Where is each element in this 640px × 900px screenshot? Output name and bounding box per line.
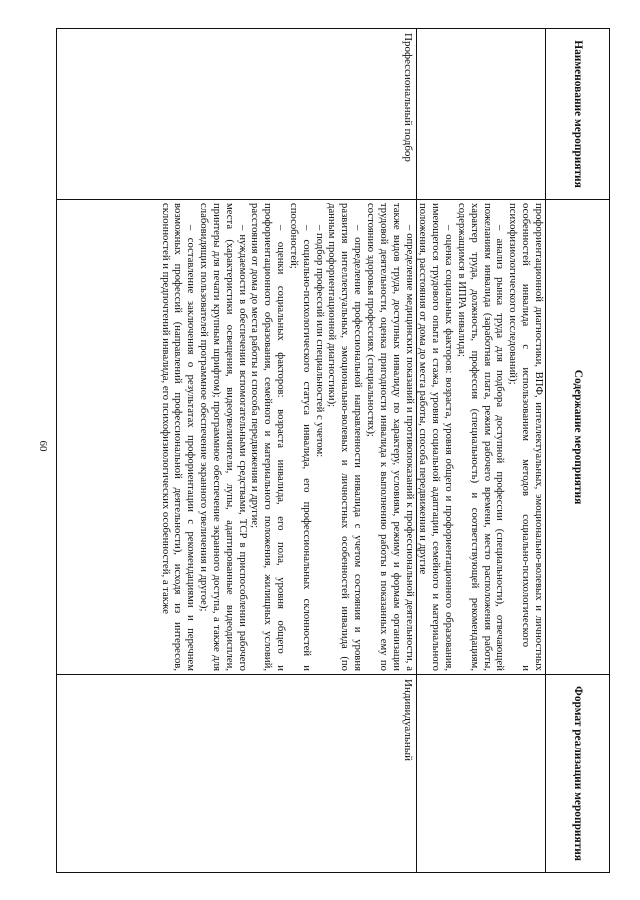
- measures-table: [56, 28, 610, 873]
- paragraph: – составление заключения о результатах профориентации с рекомендациями и перечнем возможных профессий (направлений профессиональной деятельности), исходя из интересов, склонностей и предпочтений инвалида, его психофизиологических особенностей, а также: [159, 203, 198, 671]
- header-content: Содержание мероприятия: [546, 200, 610, 675]
- paragraph: – определение профессиональной направленности инвалида с учетом состояния и уровня развития интеллектуальных, эмоционально-волевых и личностных особенностей инвалида (по данным профориентационной диагностики);: [326, 203, 365, 671]
- row-format-cell: Индивидуальный: [57, 675, 417, 873]
- row-content-cell: [57, 200, 417, 675]
- paragraph: – оценки социальных факторов: возраста инвалида, его пола, уровня общего и профориентационного образования, семейного и материального положения, жилищных условий, расстояния от дома до места работы и способа передвижения и другие;: [249, 203, 288, 671]
- paragraph: профориентационной диагностики, ВПФ, интеллектуальных, эмоционально-волевых и личностных особенностей инвалида с использованием методов социально-психологического и психофизиологического исследований);: [507, 203, 545, 671]
- paragraph: – анализ рынка труда для подбора доступной профессии (специальности), отвечающей пожеланиям инвалида (заработная плата, режим рабочего времени, место расположения работы, характер труда, должность, профессия (специальность) и соответствующей рекомендациям, содержащимся в ИПРА инвалида;: [455, 203, 507, 671]
- paragraph: – определение медицинских показаний и противопоказаний к профессиональной деятельности, а также видов труда, доступных инвалиду по характеру, условиям, режиму и формам организации трудовой деятельности, оценка пригодности инвалида к выполнению работы в показанных ему по состоянию здоровья профессиях (специальностях);: [365, 203, 416, 671]
- table-header-row: [546, 29, 610, 873]
- row-format-cell: [416, 675, 545, 873]
- paragraph: – оценка социальных факторов: возраста, уровня общего и профориентационного образования, имеющегося трудового опыта и стажа, уровня социальной адаптации, семейного и материального положения, расстояния от дома до места работы, способа передвижения и другие: [417, 203, 456, 671]
- table-row: [416, 29, 545, 873]
- paragraph: – социально-психологического статуса инвалида, его профессиональных склонностей и способностей;: [287, 203, 313, 671]
- table-row: [57, 29, 417, 873]
- paragraph: – подбор профессий или специальностей с учетом:: [313, 225, 326, 458]
- header-format: Формат реализации мероприятия: [546, 675, 610, 873]
- rotated-page: [56, 28, 610, 872]
- header-name: Наименование мероприятия: [546, 29, 610, 200]
- row-content-cell: [416, 200, 545, 675]
- page-number: 60: [37, 440, 49, 452]
- row-name-cell: [416, 29, 545, 200]
- row-name-cell: Профессиональный подбор: [57, 29, 417, 200]
- paragraph: – нуждаемости в обеспечении вспомогательными средствами, ТСР в приспособлении рабочего места (характеристики освещения, видеоувеличители, лупы, адаптированные видеодисплеи, принтеры для печати крупным шрифтом); программное обеспечение экранного доступа, а также для слабовидящих пользователей программное обеспечение экранного увеличения и другое);: [198, 203, 249, 671]
